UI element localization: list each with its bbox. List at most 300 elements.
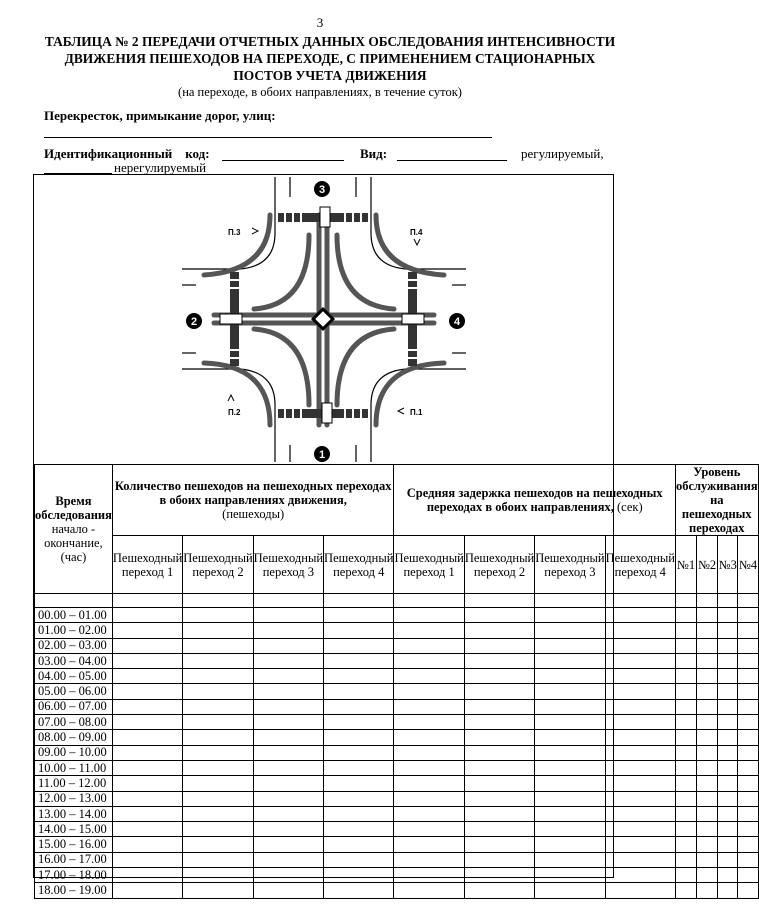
title-line: ПОСТОВ УЧЕТА ДВИЖЕНИЯ (233, 68, 427, 83)
time-interval-cell: 12.00 – 13.00 (35, 791, 113, 806)
pedestrian-count-cell[interactable] (253, 791, 323, 806)
pedestrian-count-cell[interactable] (253, 699, 323, 714)
post-number: 1 (318, 449, 326, 461)
title-line: ТАБЛИЦА № 2 ПЕРЕДАЧИ ОТЧЕТНЫХ ДАННЫХ ОБСЛЕДОВАНИЯ ИНТЕНСИВНОСТИ (44, 34, 616, 49)
delay-cell[interactable] (394, 868, 464, 883)
post-number: 3 (318, 184, 326, 196)
pedestrian-count-cell[interactable] (253, 806, 323, 821)
delay-cell[interactable] (464, 669, 534, 684)
delay-cell[interactable] (535, 760, 605, 775)
delay-cell[interactable] (394, 638, 464, 653)
pedestrian-count-cell[interactable] (324, 745, 394, 760)
delay-cell[interactable] (605, 669, 675, 684)
service-level-cell[interactable] (697, 623, 718, 638)
delay-cell[interactable] (394, 791, 464, 806)
count-group-title: Количество пешеходов на пешеходных переходах в обоих направлениях движения, (114, 479, 392, 507)
service-level-cell[interactable] (697, 883, 718, 898)
service-level-cell[interactable] (718, 715, 738, 730)
spacer-row (35, 594, 759, 608)
document-subtitle: (на переходе, в обоих направлениях, в течение суток) (178, 85, 462, 99)
pedestrian-count-cell[interactable] (253, 883, 323, 898)
crossing-label: П.4 (410, 228, 423, 237)
pedestrian-count-cell[interactable] (112, 868, 182, 883)
pedestrian-count-cell[interactable] (112, 760, 182, 775)
service-level-cell[interactable] (738, 868, 758, 883)
pedestrian-count-cell[interactable] (183, 653, 253, 668)
service-level-cell[interactable] (718, 608, 738, 623)
level-header: №4 (738, 536, 758, 594)
delay-cell[interactable] (464, 608, 534, 623)
time-interval-cell: 00.00 – 01.00 (35, 608, 113, 623)
service-level-cell[interactable] (697, 822, 718, 837)
regulated-option: регулируемый, (521, 146, 604, 161)
pedestrian-count-cell[interactable] (253, 653, 323, 668)
pedestrian-count-cell[interactable] (112, 623, 182, 638)
pedestrian-count-cell[interactable] (324, 715, 394, 730)
delay-cell[interactable] (394, 608, 464, 623)
crossing-header: Пешеходный переход 1 (112, 536, 182, 594)
time-interval-cell: 01.00 – 02.00 (35, 623, 113, 638)
service-level-cell[interactable] (676, 730, 697, 745)
pedestrian-count-cell[interactable] (324, 883, 394, 898)
pedestrian-count-cell[interactable] (183, 608, 253, 623)
delay-cell[interactable] (535, 806, 605, 821)
delay-cell[interactable] (464, 623, 534, 638)
pedestrian-count-cell[interactable] (112, 684, 182, 699)
table-row (35, 852, 759, 867)
delay-cell[interactable] (535, 699, 605, 714)
service-level-cell[interactable] (738, 883, 758, 898)
delay-cell[interactable] (605, 684, 675, 699)
service-level-cell[interactable] (738, 852, 758, 867)
service-level-cell[interactable] (676, 653, 697, 668)
service-level-cell[interactable] (697, 837, 718, 852)
pedestrian-count-cell[interactable] (253, 852, 323, 867)
service-level-cell[interactable] (738, 730, 758, 745)
service-level-cell[interactable] (738, 608, 758, 623)
delay-cell[interactable] (394, 883, 464, 898)
pedestrian-count-cell[interactable] (112, 806, 182, 821)
delay-cell[interactable] (464, 715, 534, 730)
service-level-cell[interactable] (738, 638, 758, 653)
pedestrian-count-cell[interactable] (324, 852, 394, 867)
service-level-cell[interactable] (697, 806, 718, 821)
pedestrian-count-cell[interactable] (324, 806, 394, 821)
pedestrian-count-cell[interactable] (324, 638, 394, 653)
delay-cell[interactable] (464, 760, 534, 775)
pedestrian-count-cell[interactable] (183, 623, 253, 638)
table-row (35, 745, 759, 760)
service-level-cell[interactable] (676, 837, 697, 852)
service-level-cell[interactable] (718, 669, 738, 684)
delay-cell[interactable] (605, 883, 675, 898)
level-header: №1 (676, 536, 697, 594)
delay-cell[interactable] (464, 791, 534, 806)
delay-cell[interactable] (394, 623, 464, 638)
delay-cell[interactable] (394, 669, 464, 684)
delay-cell[interactable] (605, 699, 675, 714)
delay-cell[interactable] (605, 608, 675, 623)
delay-cell[interactable] (605, 715, 675, 730)
service-level-cell[interactable] (676, 806, 697, 821)
pedestrian-count-cell[interactable] (253, 638, 323, 653)
pedestrian-count-cell[interactable] (183, 730, 253, 745)
service-level-cell[interactable] (697, 653, 718, 668)
unregulated-option: нерегулируемый (114, 160, 207, 175)
delay-cell[interactable] (535, 653, 605, 668)
delay-cell[interactable] (464, 776, 534, 791)
service-level-cell[interactable] (697, 791, 718, 806)
service-level-cell[interactable] (738, 699, 758, 714)
delay-cell[interactable] (535, 623, 605, 638)
pedestrian-count-cell[interactable] (183, 699, 253, 714)
service-level-cell[interactable] (697, 868, 718, 883)
pedestrian-count-cell[interactable] (183, 760, 253, 775)
service-level-cell[interactable] (676, 623, 697, 638)
service-level-cell[interactable] (697, 684, 718, 699)
post-marker (314, 181, 330, 197)
pedestrian-count-cell[interactable] (112, 852, 182, 867)
service-level-cell[interactable] (676, 852, 697, 867)
service-level-cell[interactable] (718, 760, 738, 775)
pedestrian-count-cell[interactable] (183, 883, 253, 898)
pedestrian-count-cell[interactable] (112, 776, 182, 791)
time-interval-cell: 08.00 – 09.00 (35, 730, 113, 745)
delay-cell[interactable] (394, 837, 464, 852)
table-row (35, 776, 759, 791)
post-marker (186, 313, 202, 329)
pedestrian-count-cell[interactable] (183, 684, 253, 699)
delay-cell[interactable] (394, 852, 464, 867)
crossroad-label: Перекресток, примыкание дорог, улиц: (44, 108, 276, 123)
delay-cell[interactable] (535, 868, 605, 883)
delay-cell[interactable] (394, 715, 464, 730)
delay-cell[interactable] (605, 791, 675, 806)
service-level-cell[interactable] (676, 868, 697, 883)
delay-cell[interactable] (605, 852, 675, 867)
pedestrian-count-cell[interactable] (324, 837, 394, 852)
service-level-cell[interactable] (676, 760, 697, 775)
delay-cell[interactable] (605, 638, 675, 653)
title-line: ДВИЖЕНИЯ ПЕШЕХОДОВ НА ПЕРЕХОДЕ, С ПРИМЕНЕНИЕМ СТАЦИОНАРНЫХ (64, 51, 596, 66)
delay-cell[interactable] (394, 806, 464, 821)
pedestrian-count-cell[interactable] (253, 608, 323, 623)
pedestrian-count-cell[interactable] (253, 776, 323, 791)
service-level-cell[interactable] (738, 653, 758, 668)
service-level-cell[interactable] (697, 715, 718, 730)
pedestrian-count-cell[interactable] (324, 699, 394, 714)
service-level-cell[interactable] (676, 669, 697, 684)
delay-cell[interactable] (394, 822, 464, 837)
time-interval-cell: 04.00 – 05.00 (35, 669, 113, 684)
pedestrian-count-cell[interactable] (253, 745, 323, 760)
pedestrian-count-cell[interactable] (112, 730, 182, 745)
pedestrian-count-cell[interactable] (183, 745, 253, 760)
crossing-label: П.1 (410, 408, 423, 417)
service-level-cell[interactable] (676, 745, 697, 760)
service-level-cell[interactable] (718, 806, 738, 821)
delay-cell[interactable] (464, 653, 534, 668)
service-level-cell[interactable] (738, 623, 758, 638)
service-level-cell[interactable] (697, 669, 718, 684)
delay-cell[interactable] (605, 623, 675, 638)
pedestrian-count-cell[interactable] (253, 623, 323, 638)
service-level-cell[interactable] (718, 684, 738, 699)
delay-cell[interactable] (605, 653, 675, 668)
table-row (35, 760, 759, 775)
delay-cell[interactable] (535, 837, 605, 852)
level-header: №3 (718, 536, 738, 594)
delay-cell[interactable] (535, 822, 605, 837)
delay-cell[interactable] (464, 684, 534, 699)
service-level-cell[interactable] (738, 822, 758, 837)
service-level-cell[interactable] (676, 822, 697, 837)
service-level-cell[interactable] (697, 638, 718, 653)
crossing-header: Пешеходный переход 3 (253, 536, 323, 594)
delay-cell[interactable] (605, 776, 675, 791)
service-level-cell[interactable] (676, 638, 697, 653)
pedestrian-count-cell[interactable] (183, 791, 253, 806)
service-level-cell[interactable] (718, 699, 738, 714)
time-interval-cell: 10.00 – 11.00 (35, 760, 113, 775)
pedestrian-count-cell[interactable] (253, 868, 323, 883)
pedestrian-count-cell[interactable] (183, 638, 253, 653)
service-level-cell[interactable] (676, 883, 697, 898)
delay-cell[interactable] (394, 684, 464, 699)
service-level-cell[interactable] (697, 760, 718, 775)
post-marker (449, 313, 465, 329)
pedestrian-count-cell[interactable] (183, 852, 253, 867)
crossroad-fill-line[interactable] (44, 137, 492, 138)
time-interval-cell: 16.00 – 17.00 (35, 852, 113, 867)
type-label: Вид: (360, 146, 388, 161)
delay-cell[interactable] (464, 638, 534, 653)
time-header (35, 465, 113, 594)
service-level-cell[interactable] (738, 684, 758, 699)
service-level-cell[interactable] (697, 608, 718, 623)
pedestrian-count-cell[interactable] (324, 776, 394, 791)
delay-cell[interactable] (605, 822, 675, 837)
pedestrian-count-cell[interactable] (253, 760, 323, 775)
crossing-header: Пешеходный переход 2 (464, 536, 534, 594)
time-interval-cell: 07.00 – 08.00 (35, 715, 113, 730)
delay-cell[interactable] (464, 868, 534, 883)
service-level-cell[interactable] (718, 776, 738, 791)
crossing-header: Пешеходный переход 2 (183, 536, 253, 594)
pedestrian-count-cell[interactable] (324, 608, 394, 623)
arrow-right-icon (252, 228, 258, 234)
delay-cell[interactable] (535, 730, 605, 745)
delay-cell[interactable] (535, 852, 605, 867)
pedestrian-count-cell[interactable] (112, 837, 182, 852)
pedestrian-count-cell[interactable] (183, 822, 253, 837)
type-fill-line[interactable] (397, 160, 507, 161)
delay-cell[interactable] (394, 760, 464, 775)
pedestrian-count-cell[interactable] (112, 715, 182, 730)
service-level-cell[interactable] (738, 715, 758, 730)
pedestrian-count-cell[interactable] (112, 699, 182, 714)
delay-cell[interactable] (535, 638, 605, 653)
delay-cell[interactable] (464, 699, 534, 714)
pedestrian-count-cell[interactable] (183, 837, 253, 852)
delay-cell[interactable] (535, 669, 605, 684)
pedestrian-count-cell[interactable] (253, 837, 323, 852)
service-level-header: Уровень обслуживания на пешеходных переходах (676, 465, 758, 535)
service-level-cell[interactable] (718, 791, 738, 806)
post-marker (314, 446, 330, 462)
delay-cell[interactable] (394, 699, 464, 714)
pedestrian-count-cell[interactable] (112, 883, 182, 898)
delay-cell[interactable] (464, 852, 534, 867)
service-level-cell[interactable] (718, 868, 738, 883)
service-level-cell[interactable] (718, 822, 738, 837)
service-level-cell[interactable] (676, 776, 697, 791)
time-interval-cell: 17.00 – 18.00 (35, 868, 113, 883)
pedestrian-count-cell[interactable] (183, 806, 253, 821)
delay-cell[interactable] (535, 608, 605, 623)
pedestrian-count-cell[interactable] (324, 684, 394, 699)
level-header: №2 (697, 536, 718, 594)
page-number: 3 (316, 15, 324, 30)
delay-cell[interactable] (535, 883, 605, 898)
service-level-cell[interactable] (718, 852, 738, 867)
delay-cell[interactable] (394, 653, 464, 668)
table-row (35, 883, 759, 898)
crossing-header: Пешеходный переход 4 (324, 536, 394, 594)
delay-cell[interactable] (394, 776, 464, 791)
delay-cell[interactable] (605, 868, 675, 883)
pedestrian-count-cell[interactable] (112, 791, 182, 806)
pedestrian-count-cell[interactable] (324, 791, 394, 806)
service-level-cell[interactable] (697, 776, 718, 791)
service-level-cell[interactable] (718, 883, 738, 898)
pedestrian-count-cell[interactable] (183, 868, 253, 883)
service-level-cell[interactable] (738, 760, 758, 775)
service-level-cell[interactable] (697, 699, 718, 714)
delay-cell[interactable] (605, 837, 675, 852)
pedestrian-count-cell[interactable] (253, 669, 323, 684)
service-level-cell[interactable] (676, 684, 697, 699)
service-level-cell[interactable] (738, 776, 758, 791)
delay-cell[interactable] (535, 776, 605, 791)
pedestrian-count-cell[interactable] (112, 745, 182, 760)
service-level-cell[interactable] (697, 852, 718, 867)
delay-cell[interactable] (535, 715, 605, 730)
time-interval-cell: 06.00 – 07.00 (35, 699, 113, 714)
pedestrian-count-cell[interactable] (324, 868, 394, 883)
service-level-cell[interactable] (738, 791, 758, 806)
delay-cell[interactable] (605, 760, 675, 775)
delay-cell[interactable] (464, 822, 534, 837)
pedestrian-count-cell[interactable] (183, 715, 253, 730)
pedestrian-count-cell[interactable] (324, 760, 394, 775)
pedestrian-count-cell[interactable] (324, 822, 394, 837)
delay-cell[interactable] (605, 730, 675, 745)
table-row (35, 791, 759, 806)
service-level-cell[interactable] (718, 623, 738, 638)
service-level-cell[interactable] (676, 791, 697, 806)
table-row (35, 623, 759, 638)
delay-cell[interactable] (535, 684, 605, 699)
delay-cell[interactable] (464, 745, 534, 760)
pedestrian-count-cell[interactable] (253, 684, 323, 699)
delay-cell[interactable] (394, 730, 464, 745)
pedestrian-count-cell[interactable] (324, 623, 394, 638)
pedestrian-count-cell[interactable] (183, 669, 253, 684)
service-level-cell[interactable] (738, 669, 758, 684)
pedestrian-count-cell[interactable] (112, 638, 182, 653)
time-interval-cell: 18.00 – 19.00 (35, 883, 113, 898)
pedestrian-count-cell[interactable] (112, 822, 182, 837)
delay-cell[interactable] (605, 745, 675, 760)
pedestrian-count-cell[interactable] (253, 822, 323, 837)
pedestrian-count-cell[interactable] (324, 730, 394, 745)
delay-group-title: Средняя задержка пешеходов на пешеходных переходах в обоих направлениях, (406, 486, 663, 514)
delay-cell[interactable] (394, 745, 464, 760)
delay-cell[interactable] (464, 730, 534, 745)
pedestrian-count-cell[interactable] (112, 669, 182, 684)
pedestrian-count-cell[interactable] (253, 715, 323, 730)
pedestrian-data-table (34, 464, 759, 899)
service-level-cell[interactable] (738, 806, 758, 821)
table-row (35, 806, 759, 821)
service-level-cell[interactable] (676, 699, 697, 714)
pedestrian-count-cell[interactable] (324, 653, 394, 668)
service-level-cell[interactable] (738, 837, 758, 852)
pedestrian-count-cell[interactable] (183, 776, 253, 791)
delay-group-header (394, 465, 676, 536)
delay-group-unit: (сек) (616, 500, 643, 514)
delay-cell[interactable] (605, 806, 675, 821)
service-level-cell[interactable] (718, 653, 738, 668)
arrow-left-icon (398, 408, 404, 414)
delay-cell[interactable] (535, 745, 605, 760)
service-level-cell[interactable] (718, 837, 738, 852)
table-row (35, 715, 759, 730)
table-row (35, 699, 759, 714)
delay-cell[interactable] (464, 837, 534, 852)
pedestrian-count-cell[interactable] (112, 653, 182, 668)
delay-cell[interactable] (464, 806, 534, 821)
post-number: 2 (190, 316, 198, 328)
table-row (35, 669, 759, 684)
delay-cell[interactable] (535, 791, 605, 806)
pedestrian-count-cell[interactable] (112, 608, 182, 623)
service-level-cell[interactable] (676, 715, 697, 730)
delay-cell[interactable] (464, 883, 534, 898)
time-interval-cell: 14.00 – 15.00 (35, 822, 113, 837)
service-level-cell[interactable] (718, 745, 738, 760)
service-level-cell[interactable] (697, 730, 718, 745)
intersection-diagram (34, 175, 613, 464)
pedestrian-count-cell[interactable] (253, 730, 323, 745)
service-level-cell[interactable] (718, 730, 738, 745)
table-row (35, 653, 759, 668)
time-interval-cell: 03.00 – 04.00 (35, 653, 113, 668)
table-row (35, 837, 759, 852)
service-level-cell[interactable] (697, 745, 718, 760)
crossing-label: П.2 (228, 408, 241, 417)
time-interval-cell: 02.00 – 03.00 (35, 638, 113, 653)
time-interval-cell: 15.00 – 16.00 (35, 837, 113, 852)
service-level-cell[interactable] (676, 608, 697, 623)
document-title (40, 33, 620, 84)
service-level-cell[interactable] (718, 638, 738, 653)
service-level-cell[interactable] (738, 745, 758, 760)
pedestrian-count-cell[interactable] (324, 669, 394, 684)
arrow-down-icon (414, 239, 420, 245)
table-row (35, 822, 759, 837)
